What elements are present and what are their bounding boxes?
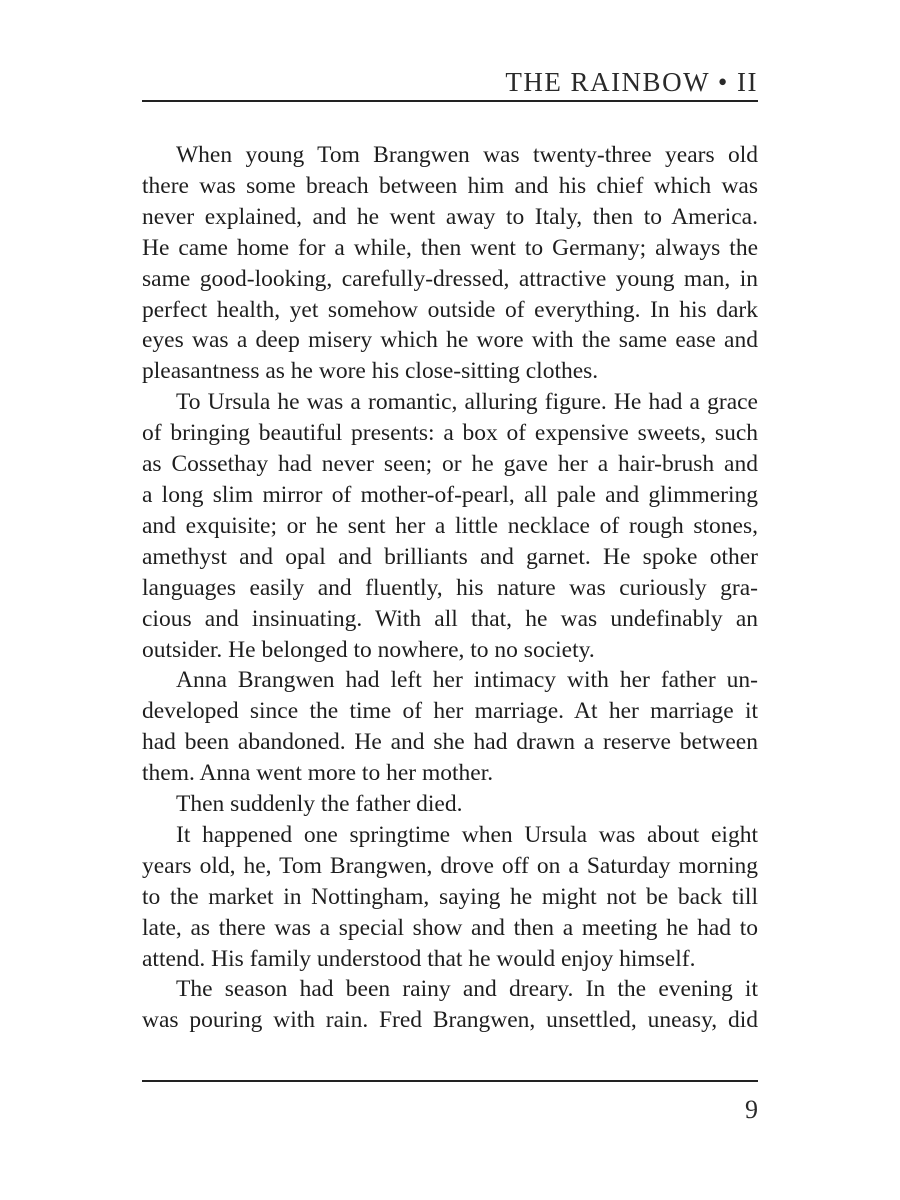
- text-line: had been abandoned. He and she had drawn a reserve between: [142, 729, 758, 756]
- text-line: amethyst and opal and brilliants and garnet. He spoke other: [142, 543, 758, 570]
- text-line: of bringing beautiful presents: a box of expensive sweets, such: [142, 420, 758, 447]
- text-line: eyes was a deep misery which he wore with the same ease and: [142, 327, 758, 354]
- text-line: to the market in Nottingham, saying he might not be back till: [142, 883, 758, 910]
- header-rule: [142, 100, 758, 102]
- text-line: perfect health, yet somehow outside of everything. In his dark: [142, 296, 758, 323]
- paragraph: [142, 820, 758, 975]
- paragraph: [142, 140, 758, 387]
- text-line: To Ursula he was a romantic, alluring figure. He had a grace: [176, 389, 758, 416]
- body-text: [142, 140, 758, 1036]
- text-line: never explained, and he went away to Italy, then to America.: [142, 203, 758, 230]
- text-line: as Cossethay had never seen; or he gave her a hair-brush and: [142, 451, 758, 478]
- paragraph: [142, 974, 758, 1036]
- text-line: The season had been rainy and dreary. In the evening it: [176, 976, 758, 1003]
- paragraph: [142, 387, 758, 665]
- text-line: It happened one springtime when Ursula was about eight: [176, 821, 758, 848]
- text-line: Anna Brangwen had left her intimacy with her father un-: [176, 667, 758, 694]
- footer-rule: [142, 1080, 758, 1082]
- text-line: Then suddenly the father died.: [176, 791, 463, 818]
- text-line: attend. His family understood that he would enjoy himself.: [142, 945, 696, 972]
- running-header: THE RAINBOW • II: [505, 67, 758, 97]
- text-line: there was some breach between him and his chief which was: [142, 172, 758, 199]
- text-line: developed since the time of her marriage. At her marriage it: [142, 698, 758, 725]
- text-line: pleasantness as he wore his close-sitting clothes.: [142, 358, 599, 385]
- text-line: cious and insinuating. With all that, he was undefinably an: [142, 605, 758, 632]
- text-line: outsider. He belonged to nowhere, to no society.: [142, 636, 595, 663]
- text-line: them. Anna went more to her mother.: [142, 760, 494, 787]
- text-line: was pouring with rain. Fred Brangwen, unsettled, uneasy, did: [142, 1007, 758, 1034]
- paragraph: [142, 665, 758, 789]
- text-line: a long slim mirror of mother-of-pearl, all pale and glimmering: [142, 481, 758, 508]
- text-line: He came home for a while, then went to Germany; always the: [142, 234, 758, 261]
- paragraph: [142, 789, 758, 820]
- text-line: late, as there was a special show and then a meeting he had to: [142, 914, 758, 941]
- text-line: languages easily and fluently, his nature was curiously gra-: [142, 574, 758, 601]
- text-line: years old, he, Tom Brangwen, drove off on a Saturday morning: [142, 852, 758, 879]
- text-line: same good-looking, carefully-dressed, attractive young man, in: [142, 265, 758, 292]
- text-line: and exquisite; or he sent her a little necklace of rough stones,: [142, 512, 758, 539]
- text-line: When young Tom Brangwen was twenty-three years old: [176, 142, 758, 168]
- page-number: 9: [745, 1095, 758, 1124]
